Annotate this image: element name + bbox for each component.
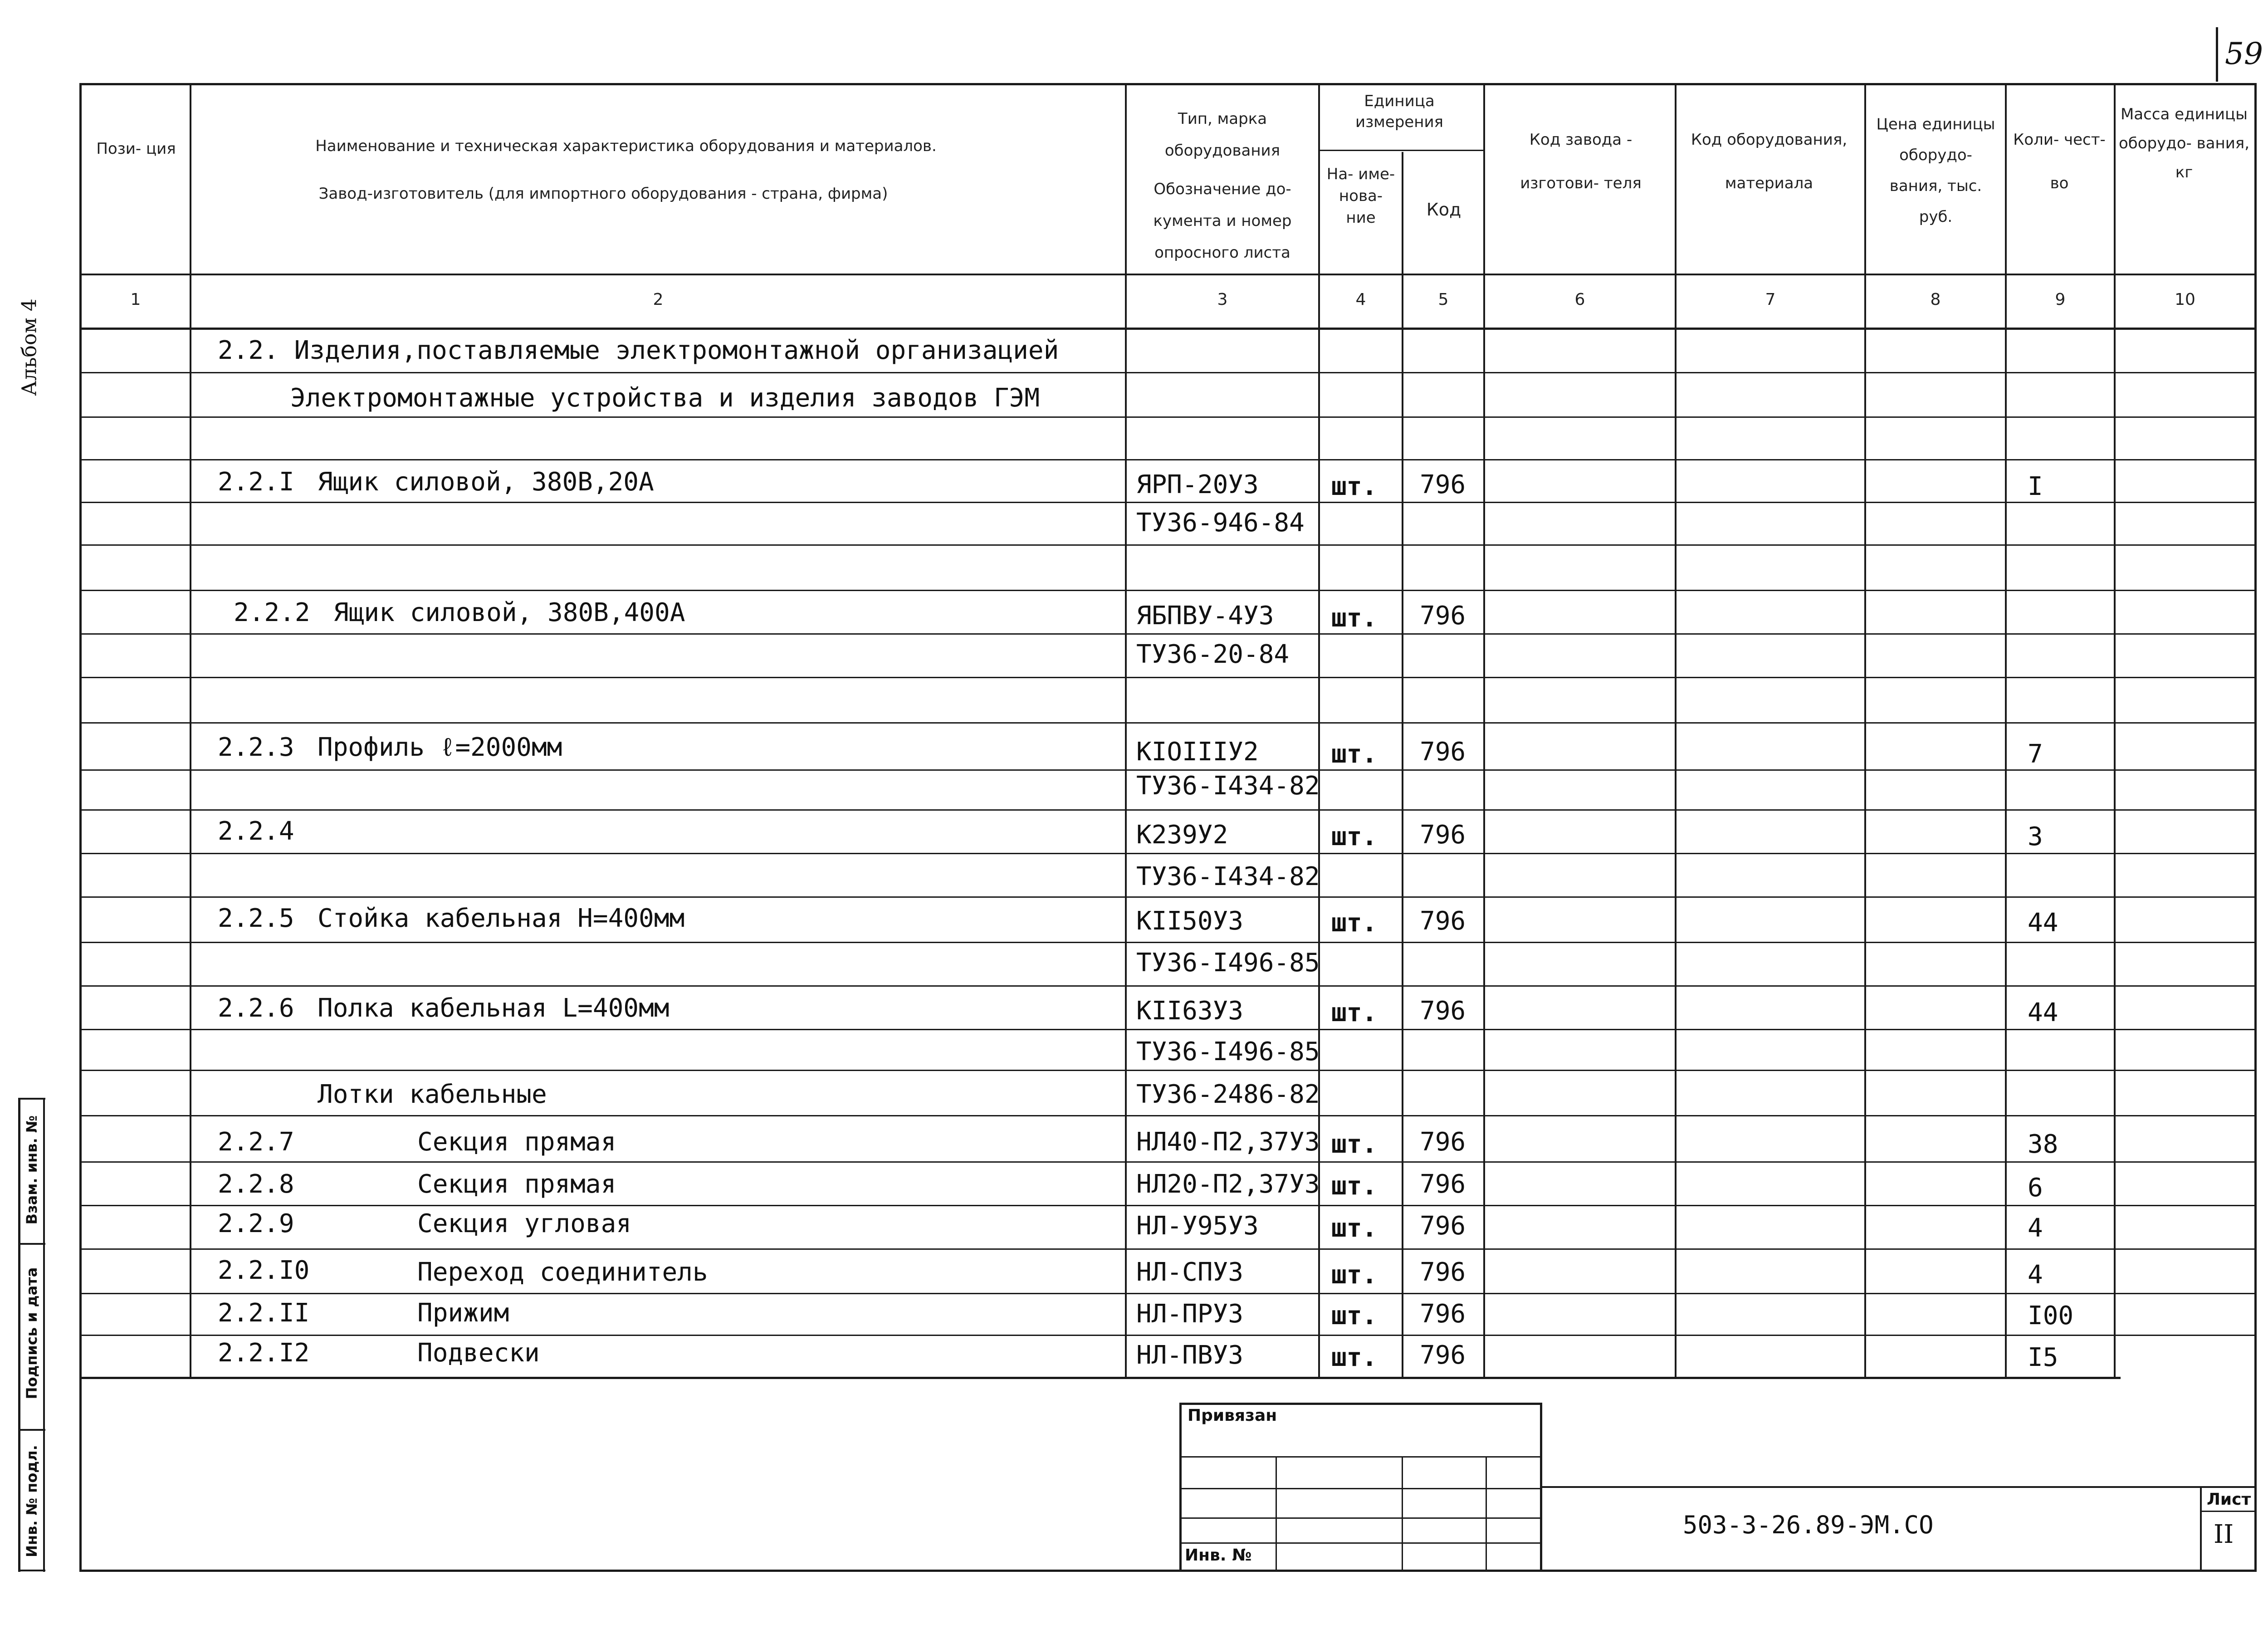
row-position: 2.2.I [218,467,294,497]
col-header-type-3: Обозначение до- [1154,180,1291,198]
album-label: Альбом 4 [18,298,41,396]
row-name: Ящик силовой, 380В,400А [333,598,685,627]
col-header-unit-group: Единица измерения [1355,92,1444,131]
row-unit: шт. [1331,739,1378,769]
row-position: 2.2.2 [234,598,310,627]
row-type: К239У2 [1136,820,1228,850]
row-quantity: 4 [2028,1213,2043,1243]
row-type-doc: ТУ36-946-84 [1136,508,1305,538]
col-number: 6 [1574,290,1585,309]
row-quantity: 3 [2028,822,2043,851]
row-quantity: I [2028,472,2043,501]
row-name: Подвески [417,1338,540,1368]
row-name: Секция прямая [417,1127,616,1157]
row-code: 796 [1420,996,1466,1026]
row-quantity: 44 [2028,998,2058,1027]
group-heading: Лотки кабельные [318,1080,547,1109]
row-type: КIОIIIУ2 [1136,737,1259,767]
row-unit: шт. [1331,1213,1378,1243]
row-type-doc: ТУ36-I434-82 [1136,771,1320,801]
col-number: 7 [1765,290,1776,309]
vzam-inv-label: Взам. инв. № [23,1115,40,1225]
row-quantity: 44 [2028,908,2058,938]
row-position: 2.2.4 [218,817,294,846]
page-number: 59 [2225,36,2263,71]
row-position: 2.2.8 [218,1169,294,1199]
row-position: 2.2.II [218,1298,310,1328]
row-position: 2.2.I2 [218,1338,310,1368]
col-header-mass: Масса единицы оборудо- вания, кг [2118,105,2250,181]
row-unit: шт. [1331,1301,1378,1331]
col-header-quantity: Коли- чест- во [2013,131,2106,192]
row-position: 2.2.7 [218,1127,294,1157]
col-header-type-2: оборудования [1164,142,1281,160]
col-header-type-1: Тип, марка [1178,110,1267,128]
row-quantity: 6 [2028,1173,2043,1203]
row-unit: шт. [1331,908,1378,938]
row-type-doc: ТУ36-I496-85 [1136,1037,1320,1067]
document-code: 503-3-26.89-ЭМ.СО [1683,1511,1934,1539]
row-type-doc: ТУ36-I496-85 [1136,948,1320,978]
row-position: 2.2.3 [218,733,294,762]
row-type: ЯБПВУ-4У3 [1136,601,1274,631]
row-type: НЛ40-П2,37У3 [1136,1127,1320,1157]
row-name: Полка кабельная L=400мм [318,993,670,1023]
col-header-name-line2: Завод-изготовитель (для импортного оборудования - страна, фирма) [318,185,888,203]
row-unit: шт. [1331,1130,1378,1159]
row-unit: шт. [1331,1171,1378,1201]
row-type-doc: ТУ36-20-84 [1136,640,1290,669]
row-name: Профиль ℓ=2000мм [318,733,562,762]
row-type-doc: ТУ36-I434-82 [1136,862,1320,891]
row-quantity: I5 [2028,1343,2058,1372]
col-header-factory-code: Код завода - изготови- теля [1520,131,1642,192]
row-name: Ящик силовой, 380В,20А [318,467,654,497]
row-name: Переход соединитель [417,1257,708,1287]
sheet-number: II [2214,1520,2234,1549]
col-number: 9 [2055,290,2066,309]
row-code: 796 [1420,906,1466,936]
row-position: 2.2.9 [218,1209,294,1238]
row-unit: шт. [1331,998,1378,1027]
row-position: 2.2.6 [218,993,294,1023]
row-position: 2.2.I0 [218,1256,310,1285]
col-number: 4 [1355,290,1366,309]
row-type: НЛ20-П2,37У3 [1136,1169,1320,1199]
row-type: НЛ-ПВУ3 [1136,1340,1244,1370]
col-header-unit-name: На- име- нова- ние [1326,165,1395,227]
row-position: 2.2.5 [218,904,294,933]
col-number: 3 [1217,290,1228,309]
col-header-name-line1: Наименование и техническая характеристика оборудования и материалов. [315,137,937,155]
row-name: Секция прямая [417,1169,616,1199]
inv-podl-label: Инв. № подл. [23,1445,40,1557]
row-unit: шт. [1331,1343,1378,1372]
col-header-type-5: опросного листа [1154,244,1290,262]
row-code: 796 [1420,1340,1466,1370]
row-type: НЛ-СПУ3 [1136,1257,1244,1287]
row-unit: шт. [1331,603,1378,633]
row-unit: шт. [1331,1260,1378,1290]
col-header-unit-code: Код [1426,200,1461,220]
row-type: НЛ-У95У3 [1136,1211,1259,1241]
row-code: 796 [1420,470,1466,499]
row-type-doc: ТУ36-2486-82 [1136,1080,1320,1109]
section-heading: 2.2. Изделия,поставляемые электромонтажной организацией [218,336,1059,365]
row-type: ЯРП-20У3 [1136,470,1259,499]
col-header-type-4: кумента и номер [1153,212,1292,230]
sheet-label: Лист [2207,1490,2251,1509]
row-unit: шт. [1331,472,1378,501]
row-code: 796 [1420,1299,1466,1329]
row-quantity: I00 [2028,1301,2074,1331]
col-number: 1 [130,290,141,309]
row-name: Прижим [417,1298,509,1328]
col-number: 5 [1438,290,1449,309]
col-number: 2 [653,290,664,309]
row-code: 796 [1420,820,1466,850]
row-quantity: 38 [2028,1130,2058,1159]
col-number: 8 [1930,290,1941,309]
row-code: 796 [1420,1211,1466,1241]
col-number: 10 [2175,290,2195,309]
row-unit: шт. [1331,822,1378,851]
row-type: НЛ-ПРУ3 [1136,1299,1244,1329]
col-header-position: Пози- ция [96,140,176,158]
inv-no-label: Инв. № [1185,1546,1252,1565]
signature-date-label: Подпись и дата [23,1267,40,1399]
row-type: КII50У3 [1136,906,1244,936]
subsection-heading: Электромонтажные устройства и изделия заводов ГЭМ [290,383,1040,413]
row-name: Стойка кабельная Н=400мм [318,904,685,933]
row-code: 796 [1420,601,1466,631]
row-code: 796 [1420,1257,1466,1287]
col-header-price: Цена единицы оборудо- вания, тыс. руб. [1876,115,1995,226]
row-code: 796 [1420,737,1466,767]
row-type: КII63У3 [1136,996,1244,1026]
row-code: 796 [1420,1127,1466,1157]
row-code: 796 [1420,1169,1466,1199]
attached-label: Привязан [1188,1406,1277,1425]
row-name: Секция угловая [417,1209,632,1238]
col-header-equipment-code: Код оборудования, материала [1691,131,1848,192]
row-quantity: 7 [2028,739,2043,769]
row-quantity: 4 [2028,1260,2043,1290]
